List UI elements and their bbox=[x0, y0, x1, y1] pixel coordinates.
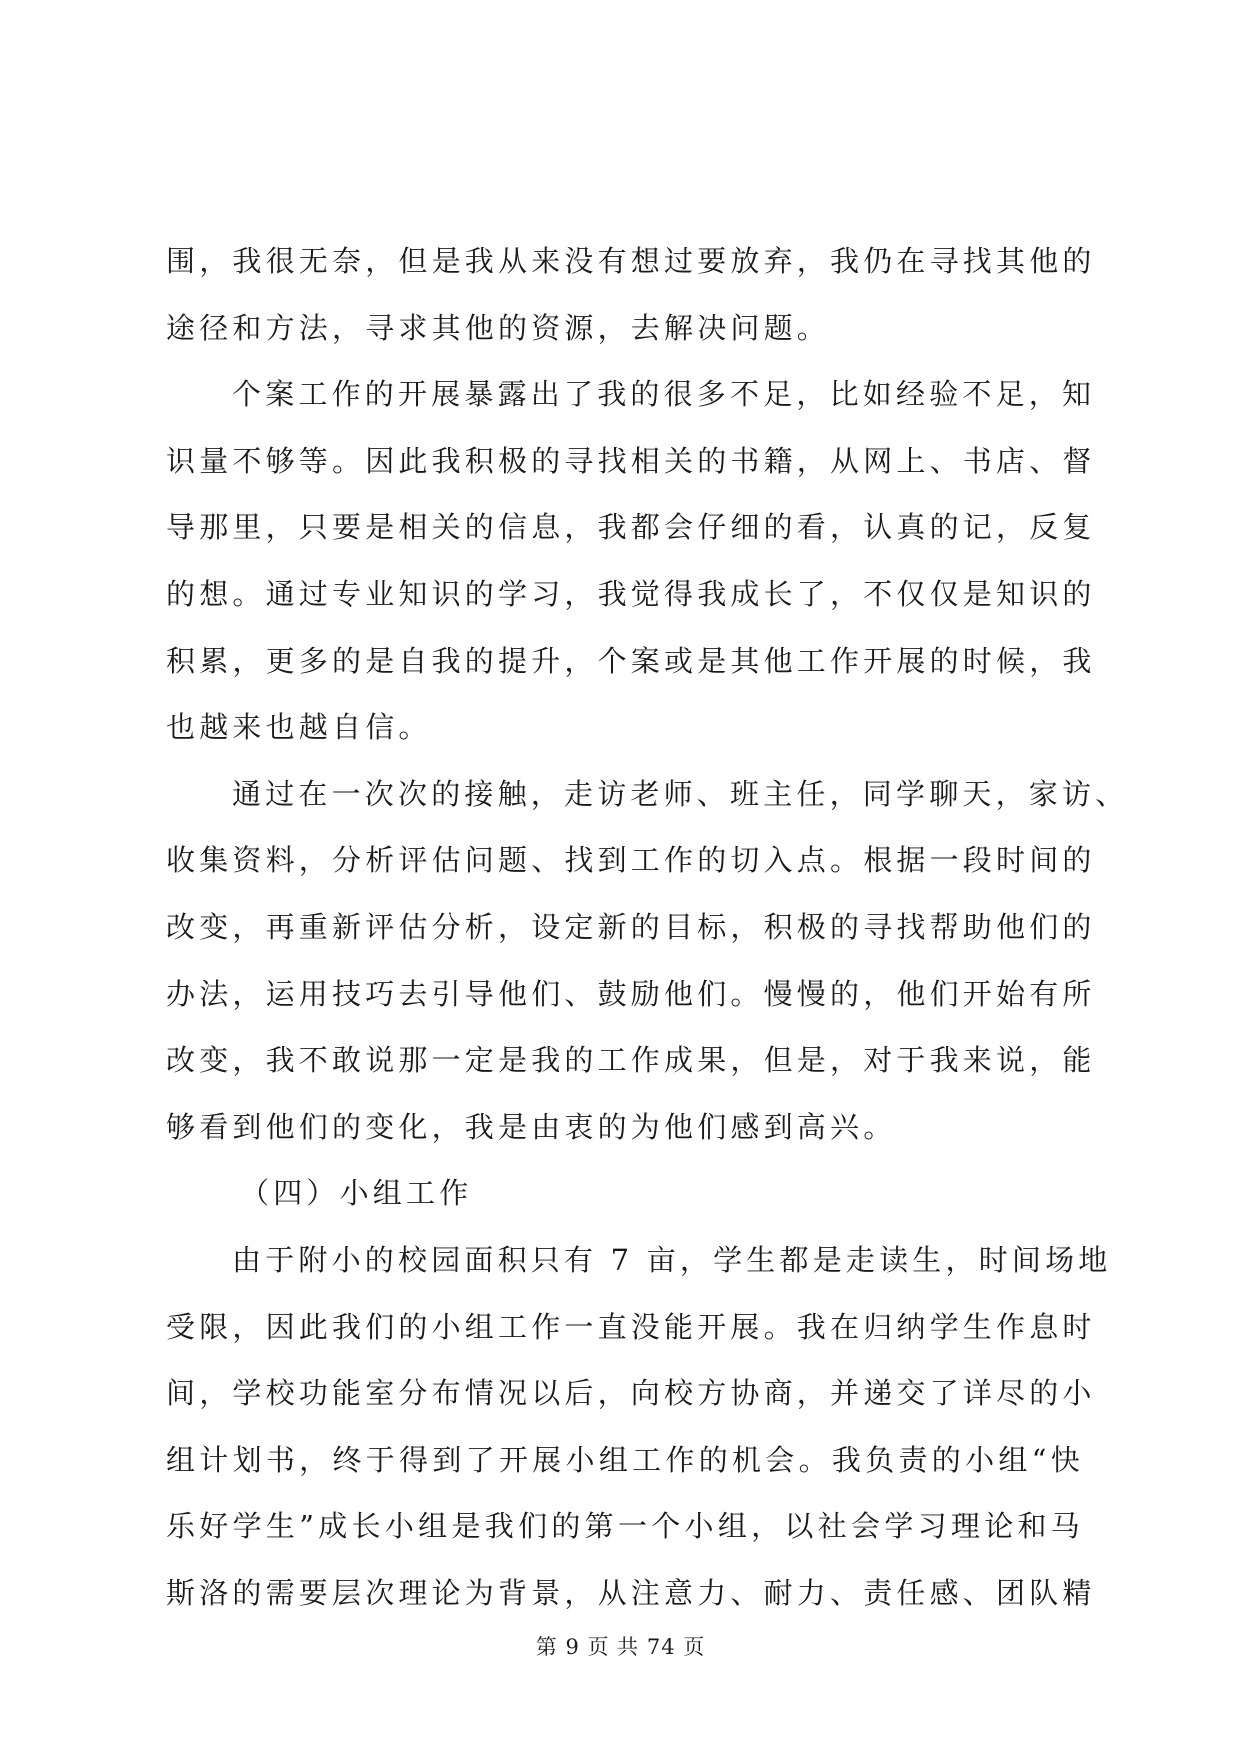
text-line: 乐好学生”成长小组是我们的第一个小组，以社会学习理论和马 bbox=[166, 1509, 1084, 1544]
text-line: 也越来也越自信。 bbox=[166, 710, 432, 745]
text-line: 围，我很无奈，但是我从来没有想过要放弃，我仍在寻找其他的 bbox=[166, 244, 1096, 278]
text-line: 受限，因此我们的小组工作一直没能开展。我在归纳学生作息时 bbox=[166, 1309, 1096, 1344]
text-line: 导那里，只要是相关的信息，我都会仔细的看，认真的记，反复 bbox=[166, 510, 1096, 545]
paragraph-first-line: 通过在一次次的接触，走访老师、班主任，同学聊天，家访、 bbox=[232, 776, 1129, 811]
text-line: 的想。通过专业知识的学习，我觉得我成长了，不仅仅是知识的 bbox=[166, 576, 1096, 611]
text-line: 组计划书，终于得到了开展小组工作的机会。我负责的小组“快 bbox=[166, 1442, 1084, 1477]
text-line: 收集资料，分析评估问题、找到工作的切入点。根据一段时间的 bbox=[166, 843, 1096, 878]
text-line: 积累，更多的是自我的提升，个案或是其他工作开展的时候，我 bbox=[166, 643, 1096, 678]
text-line: 识量不够等。因此我积极的寻找相关的书籍，从网上、书店、督 bbox=[166, 443, 1096, 478]
paragraph-first-line: 由于附小的校园面积只有 7 亩，学生都是走读生，时间场地 bbox=[232, 1242, 1112, 1277]
section-heading: （四）小组工作 bbox=[240, 1176, 473, 1211]
text-line: 办法，运用技巧去引导他们、鼓励他们。慢慢的，他们开始有所 bbox=[166, 976, 1096, 1011]
page-number-footer: 第 9 页 共 74 页 bbox=[535, 1635, 706, 1659]
text-line: 斯洛的需要层次理论为背景，从注意力、耐力、责任感、团队精 bbox=[166, 1575, 1096, 1610]
text-line: 途径和方法，寻求其他的资源，去解决问题。 bbox=[166, 310, 831, 345]
text-line: 改变，再重新评估分析，设定新的目标，积极的寻找帮助他们的 bbox=[166, 909, 1096, 944]
body-text bbox=[166, 228, 1129, 1626]
text-line: 改变，我不敢说那一定是我的工作成果，但是，对于我来说，能 bbox=[166, 1043, 1096, 1078]
paragraph-first-line: 个案工作的开展暴露出了我的很多不足，比如经验不足，知 bbox=[232, 377, 1096, 412]
text-line: 间，学校功能室分布情况以后，向校方协商，并递交了详尽的小 bbox=[166, 1376, 1096, 1411]
text-line: 够看到他们的变化，我是由衷的为他们感到高兴。 bbox=[166, 1109, 897, 1144]
